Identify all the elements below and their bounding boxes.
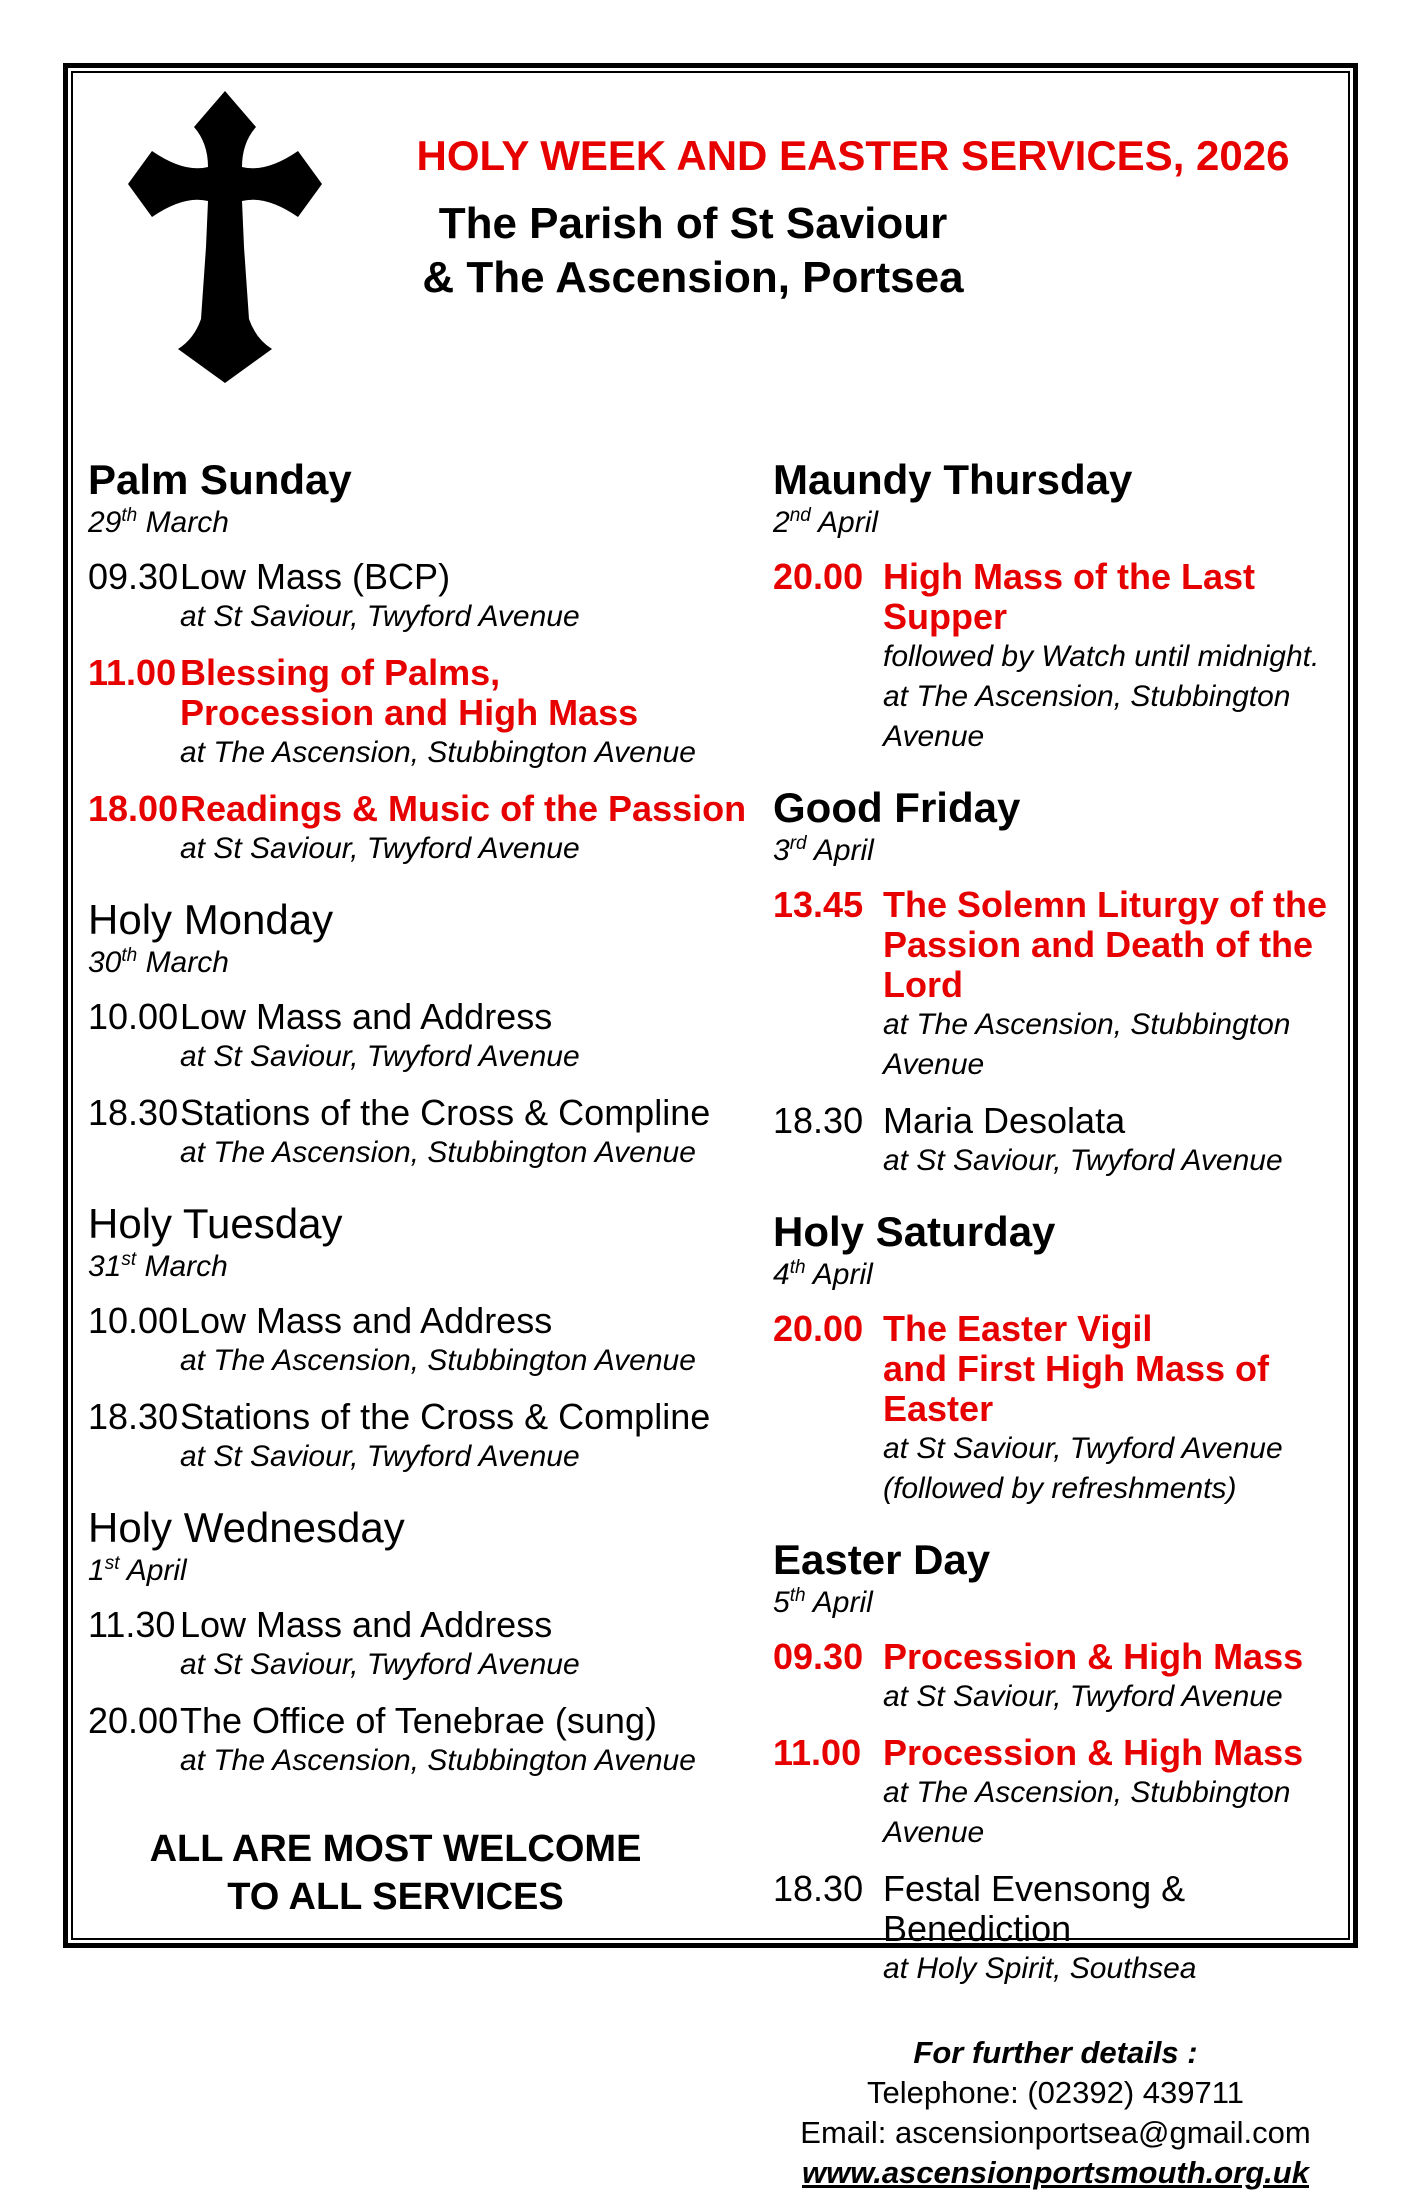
- service-entry: [773, 1733, 1338, 1853]
- service-title: Stations of the Cross & Compline: [180, 1396, 711, 1437]
- service-title: Maria Desolata: [883, 1100, 1126, 1141]
- service-entry: [773, 885, 1338, 1085]
- service-time: 18.30: [773, 1868, 864, 1909]
- service-time: 10.00: [88, 996, 179, 1037]
- service-location: at St Saviour, Twyford Avenue: [180, 1440, 580, 1473]
- service-location: at Holy Spirit, Southsea: [883, 1952, 1197, 1985]
- welcome-banner: [88, 1825, 773, 1921]
- schedule-left-column: [88, 457, 773, 1921]
- day-date: 1st April: [88, 1553, 187, 1587]
- service-time: 11.30: [88, 1604, 176, 1645]
- service-entry: [88, 557, 773, 637]
- telephone-line: Telephone: (02392) 439711: [867, 2075, 1244, 2110]
- service-time: 11.00: [773, 1732, 862, 1773]
- service-entry: [773, 1637, 1338, 1717]
- service-title: Festal Evensong & Benediction: [883, 1868, 1186, 1949]
- service-entry: [88, 1605, 773, 1685]
- section-holy-wednesday: [88, 1505, 773, 1781]
- schedule: [73, 457, 1348, 2193]
- service-time: 11.00: [88, 652, 177, 693]
- service-entry: [773, 1101, 1338, 1181]
- service-location: at St Saviour, Twyford Avenue: [883, 1680, 1283, 1713]
- service-entry: [88, 1701, 773, 1781]
- day-heading: Easter Day: [773, 1536, 991, 1583]
- day-date: 3rd April: [773, 833, 874, 867]
- welcome-line-2: TO ALL SERVICES: [227, 1876, 564, 1918]
- service-location: at The Ascension, Stubbington Avenue: [180, 736, 696, 769]
- service-title: The Easter Vigil: [883, 1308, 1153, 1349]
- service-entry: [88, 789, 773, 869]
- day-heading: Palm Sunday: [88, 456, 352, 503]
- service-title: Low Mass (BCP): [180, 556, 451, 597]
- service-location: at The Ascension, Stubbington Avenue: [180, 1344, 696, 1377]
- contact-details: [773, 2033, 1338, 2193]
- day-date: 5th April: [773, 1585, 873, 1619]
- service-title: Procession and High Mass: [180, 692, 639, 733]
- service-location: at The Ascension, Stubbington Avenue: [180, 1136, 696, 1169]
- section-maundy-thursday: [773, 457, 1338, 757]
- inner-border: [71, 71, 1350, 2190]
- service-title: Stations of the Cross & Compline: [180, 1092, 711, 1133]
- service-entry: [773, 1869, 1338, 1989]
- service-location: at The Ascension, Stubbington Avenue: [883, 1776, 1291, 1849]
- service-location: at St Saviour, Twyford Avenue: [883, 1144, 1283, 1177]
- service-time: 20.00: [773, 1308, 864, 1349]
- service-time: 18.30: [773, 1100, 864, 1141]
- section-palm-sunday: [88, 457, 773, 869]
- service-title: Low Mass and Address: [180, 996, 553, 1037]
- service-title: Passion and Death of the Lord: [883, 924, 1314, 1005]
- section-holy-tuesday: [88, 1201, 773, 1477]
- service-note: followed by Watch until midnight.: [883, 640, 1320, 673]
- service-location: at St Saviour, Twyford Avenue: [180, 832, 580, 865]
- service-location: at The Ascension, Stubbington Avenue: [883, 1008, 1291, 1081]
- day-heading: Holy Monday: [88, 896, 334, 943]
- service-title: Blessing of Palms,: [180, 652, 501, 693]
- day-date: 4th April: [773, 1257, 873, 1291]
- day-heading: Holy Tuesday: [88, 1200, 343, 1247]
- outer-border: [63, 63, 1358, 2190]
- day-date: 29th March: [88, 505, 229, 539]
- gothic-cross-icon: [118, 87, 333, 387]
- title-block: [353, 131, 1353, 305]
- service-note: (followed by refreshments): [883, 1472, 1237, 1505]
- parish-name-line-2: & The Ascension, Portsea: [422, 253, 964, 302]
- service-title: Procession & High Mass: [883, 1636, 1304, 1677]
- service-entry: [773, 1309, 1338, 1509]
- service-time: 18.30: [88, 1092, 179, 1133]
- service-time: 20.00: [773, 556, 864, 597]
- service-entry: [88, 1397, 773, 1477]
- website-link: www.ascensionportsmouth.org.uk: [802, 2155, 1309, 2190]
- page-title: HOLY WEEK AND EASTER SERVICES, 2026: [416, 132, 1290, 179]
- service-time: 09.30: [773, 1636, 864, 1677]
- service-title: Low Mass and Address: [180, 1300, 553, 1341]
- day-heading: Holy Wednesday: [88, 1504, 405, 1551]
- parish-name-line-1: The Parish of St Saviour: [438, 199, 948, 248]
- service-entry: [88, 1301, 773, 1381]
- service-title: and First High Mass of Easter: [883, 1348, 1270, 1429]
- section-good-friday: [773, 785, 1338, 1181]
- service-time: 10.00: [88, 1300, 179, 1341]
- contact-heading: For further details :: [913, 2035, 1198, 2070]
- header: [73, 73, 1348, 385]
- day-heading: Holy Saturday: [773, 1208, 1056, 1255]
- parish-name: [353, 197, 1033, 305]
- service-time: 20.00: [88, 1700, 179, 1741]
- service-title: Readings & Music of the Passion: [180, 788, 747, 829]
- service-location: at St Saviour, Twyford Avenue: [883, 1432, 1283, 1465]
- service-time: 18.00: [88, 788, 179, 829]
- service-title: The Office of Tenebrae (sung): [180, 1700, 657, 1741]
- section-holy-saturday: [773, 1209, 1338, 1509]
- service-location: at St Saviour, Twyford Avenue: [180, 1648, 580, 1681]
- service-location: at St Saviour, Twyford Avenue: [180, 600, 580, 633]
- service-entry: [773, 557, 1338, 757]
- service-entry: [88, 1093, 773, 1173]
- service-location: at The Ascension, Stubbington Avenue: [180, 1744, 696, 1777]
- email-line: Email: ascensionportsea@gmail.com: [800, 2115, 1311, 2150]
- schedule-right-column: [773, 457, 1338, 2193]
- day-heading: Maundy Thursday: [773, 456, 1133, 503]
- section-easter-day: [773, 1537, 1338, 1989]
- service-entry: [88, 653, 773, 773]
- service-time: 13.45: [773, 884, 864, 925]
- section-holy-monday: [88, 897, 773, 1173]
- service-title: Low Mass and Address: [180, 1604, 553, 1645]
- service-title: High Mass of the Last Supper: [883, 556, 1256, 637]
- service-time: 18.30: [88, 1396, 179, 1437]
- day-date: 31st March: [88, 1249, 228, 1283]
- service-location: at The Ascension, Stubbington Avenue: [883, 680, 1291, 753]
- day-date: 2nd April: [773, 505, 879, 539]
- service-time: 09.30: [88, 556, 179, 597]
- service-location: at St Saviour, Twyford Avenue: [180, 1040, 580, 1073]
- service-entry: [88, 997, 773, 1077]
- day-heading: Good Friday: [773, 784, 1021, 831]
- service-title: The Solemn Liturgy of the: [883, 884, 1328, 925]
- service-title: Procession & High Mass: [883, 1732, 1304, 1773]
- welcome-line-1: ALL ARE MOST WELCOME: [149, 1828, 642, 1870]
- day-date: 30th March: [88, 945, 229, 979]
